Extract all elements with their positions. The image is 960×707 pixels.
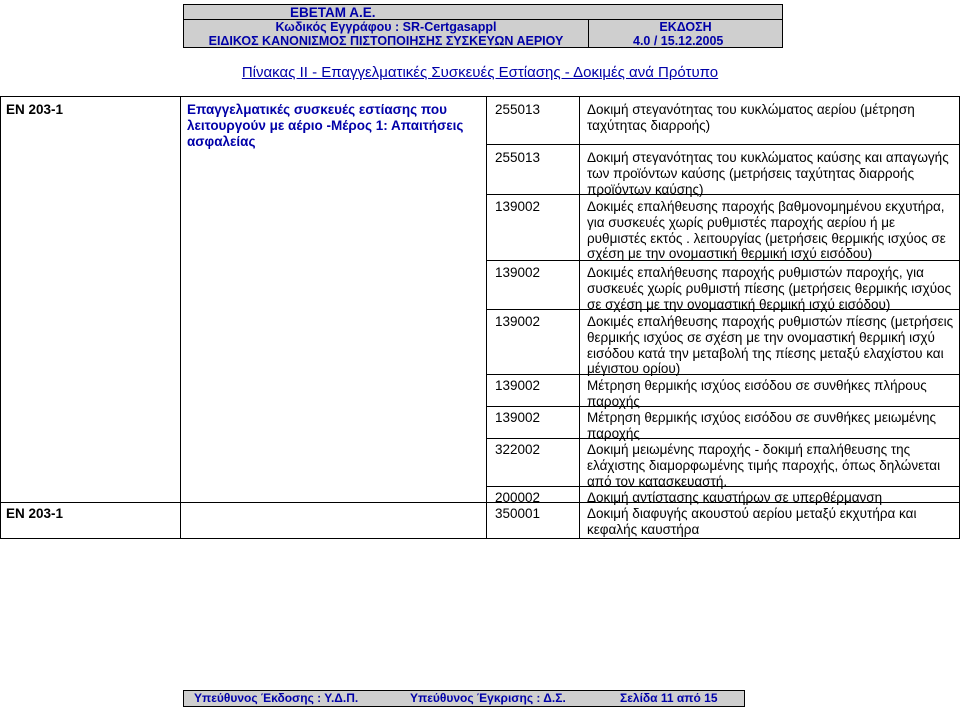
- test-description: Δοκιμή διαφυγής ακουστού αερίου μεταξύ εκχυτήρα και κεφαλής καυστήρα: [587, 506, 917, 537]
- test-description: Δοκιμές επαλήθευσης παροχής βαθμονομημένου εκχυτήρα, για συσκευές χωρίς ρυθμιστές παροχής αερίου ή με ρυθμιστές εκτός . λειτουργίας (μετρήσεις θερμικής ισχύος σε σχέση με την ονομαστική θερμική ισχύ εισόδου): [587, 199, 946, 262]
- test-description: Δοκιμές επαλήθευσης παροχής ρυθμιστών πίεσης (μετρήσεις θερμικής ισχύος σε σχέση με την ονομαστική θερμική ισχύ εισόδου κατά την μεταβολή της πίεσης μεταξύ ελαχίστου και μέγιστου ορίου): [587, 314, 954, 377]
- test-code: 139002: [495, 265, 541, 280]
- company-row: [184, 5, 782, 20]
- edition-value: 4.0 / 15.12.2005: [633, 34, 724, 48]
- doc-code: Κωδικός Εγγράφου : SR-Certgasappl: [275, 20, 497, 34]
- test-description: Μέτρηση θερμικής ισχύος εισόδου σε συνθήκες μειωμένης παροχής: [587, 410, 936, 441]
- test-code: 200002: [495, 490, 541, 505]
- standard-title: Επαγγελματικές συσκευές εστίασης που λειτουργούν με αέριο -Μέρος 1: Απαιτήσεις ασφαλείας: [187, 102, 464, 149]
- page-number: Σελίδα 11 από 15: [620, 691, 718, 705]
- test-code: 350001: [495, 506, 541, 521]
- test-code: 139002: [495, 314, 541, 329]
- column-divider: [180, 97, 181, 538]
- test-code: 255013: [495, 102, 541, 117]
- row-divider: [486, 144, 959, 145]
- test-description: Δοκιμή αντίστασης καυστήρων σε υπερθέρμανση: [587, 490, 883, 505]
- standard-code: ΕΝ 203-1: [6, 506, 64, 521]
- test-description: Δοκιμή στεγανότητας του κυκλώματος καύσης και απαγωγής των προϊόντων καύσης (μετρήσεις ταχύτητας διαρροής προϊόντων καύσης): [587, 150, 949, 197]
- document-header: [183, 4, 783, 48]
- page-title: Πίνακας ΙΙ - Επαγγελματικές Συσκευές Εστίασης - Δοκιμές ανά Πρότυπο: [241, 64, 719, 81]
- edition-label: ΕΚΔΟΣΗ: [659, 20, 712, 34]
- doc-info: [184, 20, 589, 47]
- test-code: 139002: [495, 199, 541, 214]
- approver: Υπεύθυνος Έγκρισης : Δ.Σ.: [410, 691, 566, 705]
- test-description: Δοκιμές επαλήθευσης παροχής ρυθμιστών παροχής, για συσκευές χωρίς ρυθμιστή πίεσης (μετρήσεις θερμικής ισχύος σε σχέση με την ονομαστική θερμική ισχύ εισόδου): [587, 265, 952, 312]
- tests-table: [0, 96, 960, 539]
- column-divider: [486, 97, 487, 538]
- test-description: Δοκιμή στεγανότητας του κυκλώματος αερίου (μέτρηση ταχύτητας διαρροής): [587, 102, 915, 133]
- test-code: 139002: [495, 410, 541, 425]
- doc-title: ΕΙΔΙΚΟΣ ΚΑΝΟΝΙΣΜΟΣ ΠΙΣΤΟΠΟΙΗΣΗΣ ΣΥΣΚΕΥΩΝ ΑΕΡΙΟΥ: [208, 34, 564, 48]
- test-description: Μέτρηση θερμικής ισχύος εισόδου σε συνθήκες πλήρους παροχής: [587, 378, 927, 409]
- standard-code: ΕΝ 203-1: [6, 102, 64, 117]
- document-footer: [183, 690, 745, 707]
- column-divider: [579, 97, 580, 538]
- test-code: 139002: [495, 378, 541, 393]
- company-name: ΕΒΕΤΑΜ Α.Ε.: [290, 5, 376, 20]
- test-description: Δοκιμή μειωμένης παροχής - δοκιμή επαλήθευσης της ελάχιστης διαμορφωμένης τιμής παροχής, όπως δηλώνεται από τον κατασκευαστή.: [587, 442, 941, 489]
- edition-info: [589, 20, 782, 47]
- test-code: 255013: [495, 150, 541, 165]
- issuer: Υπεύθυνος Έκδοσης : Υ.Δ.Π.: [194, 691, 359, 705]
- test-code: 322002: [495, 442, 541, 457]
